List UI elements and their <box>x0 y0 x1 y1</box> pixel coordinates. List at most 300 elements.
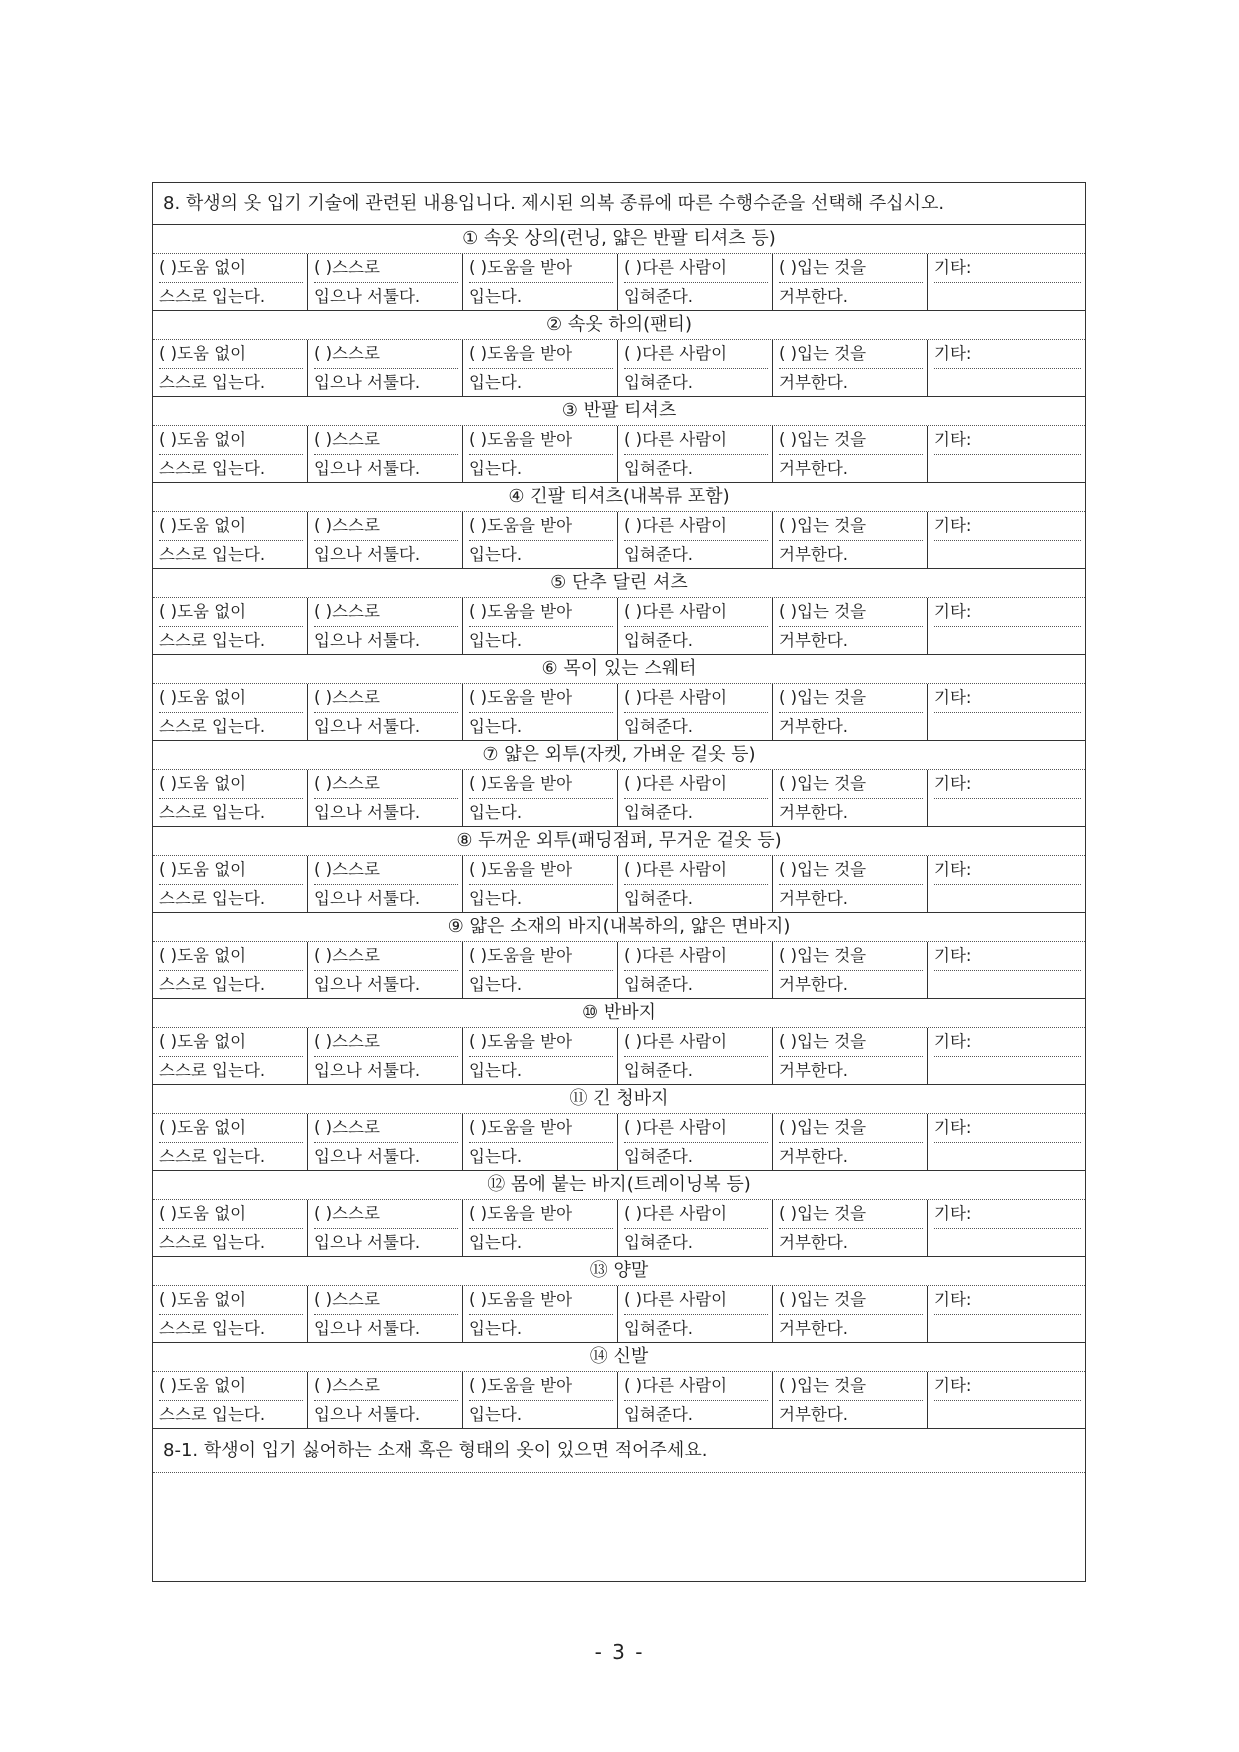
option-label-line1: 기타: <box>934 1114 1081 1143</box>
question-8: 8. 학생의 옷 입기 기술에 관련된 내용입니다. 제시된 의복 종류에 따른 수행수준을 선택해 주십시오. <box>153 183 1085 225</box>
option-cell[interactable] <box>308 1028 463 1084</box>
option-label-line1: ( )입는 것을 <box>779 1372 923 1401</box>
option-label-line1: ( )도움 없이 <box>159 1286 303 1315</box>
option-label-line1: ( )도움을 받아 <box>469 1286 613 1315</box>
option-label-line2: 거부한다. <box>779 975 849 994</box>
option-label-line2: 스스로 입는다. <box>159 1405 266 1424</box>
item-title: ④ 긴팔 티셔츠(내복류 포함) <box>153 483 1085 512</box>
option-label-line2: 스스로 입는다. <box>159 1147 266 1166</box>
clothing-item <box>153 999 1085 1085</box>
option-cell[interactable] <box>308 426 463 482</box>
option-cell[interactable] <box>618 340 773 396</box>
option-cell[interactable] <box>153 684 308 740</box>
item-title: ⑭ 신발 <box>153 1343 1085 1372</box>
option-cell[interactable] <box>153 512 308 568</box>
clothing-item <box>153 655 1085 741</box>
option-cell[interactable] <box>618 512 773 568</box>
option-label-line2: 입는다. <box>469 459 523 478</box>
option-cell[interactable] <box>153 1114 308 1170</box>
option-label-line1: ( )입는 것을 <box>779 340 923 369</box>
option-label-line1: ( )다른 사람이 <box>624 598 768 627</box>
option-cell[interactable] <box>773 1200 928 1256</box>
option-label-line1: ( )다른 사람이 <box>624 426 768 455</box>
option-label-line1: 기타: <box>934 254 1081 283</box>
option-cell[interactable] <box>618 1114 773 1170</box>
option-label-line2: 거부한다. <box>779 1319 849 1338</box>
option-label-line2: 입으나 서툴다. <box>314 631 421 650</box>
option-label-line2 <box>934 799 1081 826</box>
other-answer-cell[interactable] <box>928 340 1085 396</box>
option-label-line1: ( )도움 없이 <box>159 1114 303 1143</box>
option-label-line2 <box>934 369 1081 396</box>
option-row <box>153 1372 1085 1429</box>
other-answer-cell[interactable] <box>928 1028 1085 1084</box>
option-row <box>153 426 1085 483</box>
option-label-line2: 입으나 서툴다. <box>314 889 421 908</box>
option-cell[interactable] <box>773 1114 928 1170</box>
option-label-line2: 스스로 입는다. <box>159 1233 266 1252</box>
clothing-item <box>153 311 1085 397</box>
option-row <box>153 1200 1085 1257</box>
option-row <box>153 512 1085 569</box>
option-label-line2: 거부한다. <box>779 545 849 564</box>
option-label-line2: 입혀준다. <box>624 1319 694 1338</box>
option-cell[interactable] <box>153 340 308 396</box>
option-row <box>153 254 1085 311</box>
option-cell[interactable] <box>153 1028 308 1084</box>
option-cell[interactable] <box>618 598 773 654</box>
option-cell[interactable] <box>463 254 618 310</box>
option-label-line2: 입으나 서툴다. <box>314 459 421 478</box>
option-label-line1: ( )다른 사람이 <box>624 254 768 283</box>
clothing-item <box>153 569 1085 655</box>
option-label-line1: ( )도움 없이 <box>159 340 303 369</box>
other-answer-cell[interactable] <box>928 684 1085 740</box>
option-label-line2: 거부한다. <box>779 1061 849 1080</box>
clothing-item <box>153 1257 1085 1343</box>
option-cell[interactable] <box>153 942 308 998</box>
option-label-line1: ( )스스로 <box>314 1286 458 1315</box>
option-cell[interactable] <box>153 254 308 310</box>
clothing-item <box>153 827 1085 913</box>
clothing-item <box>153 483 1085 569</box>
option-label-line2: 거부한다. <box>779 631 849 650</box>
option-label-line1: ( )입는 것을 <box>779 426 923 455</box>
option-cell[interactable] <box>618 1286 773 1342</box>
option-cell[interactable] <box>618 856 773 912</box>
option-label-line2: 스스로 입는다. <box>159 545 266 564</box>
option-label-line1: ( )도움 없이 <box>159 426 303 455</box>
option-row <box>153 1286 1085 1343</box>
option-label-line1: ( )도움을 받아 <box>469 1028 613 1057</box>
option-label-line1: ( )도움을 받아 <box>469 1372 613 1401</box>
option-label-line1: ( )도움 없이 <box>159 684 303 713</box>
option-label-line1: 기타: <box>934 340 1081 369</box>
other-answer-cell[interactable] <box>928 426 1085 482</box>
option-label-line2: 입혀준다. <box>624 1405 694 1424</box>
option-label-line1: ( )스스로 <box>314 1200 458 1229</box>
option-label-line2: 입는다. <box>469 287 523 306</box>
option-label-line2: 입혀준다. <box>624 975 694 994</box>
option-cell[interactable] <box>308 770 463 826</box>
other-answer-cell[interactable] <box>928 1200 1085 1256</box>
option-label-line1: 기타: <box>934 598 1081 627</box>
option-label-line1: ( )스스로 <box>314 512 458 541</box>
option-label-line2: 입으나 서툴다. <box>314 717 421 736</box>
option-label-line2 <box>934 455 1081 482</box>
other-answer-cell[interactable] <box>928 254 1085 310</box>
option-label-line2: 입으나 서툴다. <box>314 287 421 306</box>
option-label-line1: 기타: <box>934 426 1081 455</box>
option-label-line1: ( )스스로 <box>314 942 458 971</box>
option-label-line1: ( )도움 없이 <box>159 254 303 283</box>
option-label-line1: ( )입는 것을 <box>779 942 923 971</box>
option-label-line2: 입혀준다. <box>624 631 694 650</box>
option-label-line2: 스스로 입는다. <box>159 717 266 736</box>
option-cell[interactable] <box>463 340 618 396</box>
option-label-line1: ( )스스로 <box>314 856 458 885</box>
option-label-line2: 입혀준다. <box>624 1147 694 1166</box>
item-title: ⑧ 두꺼운 외투(패딩점퍼, 무거운 겉옷 등) <box>153 827 1085 856</box>
option-label-line1: ( )입는 것을 <box>779 856 923 885</box>
item-title: ③ 반팔 티셔츠 <box>153 397 1085 426</box>
option-cell[interactable] <box>463 1200 618 1256</box>
option-cell[interactable] <box>153 856 308 912</box>
option-cell[interactable] <box>773 1286 928 1342</box>
option-label-line1: ( )도움을 받아 <box>469 254 613 283</box>
option-cell[interactable] <box>153 770 308 826</box>
option-label-line2: 입는다. <box>469 1233 523 1252</box>
option-cell[interactable] <box>618 1200 773 1256</box>
option-cell[interactable] <box>153 1286 308 1342</box>
option-cell[interactable] <box>308 598 463 654</box>
other-answer-cell[interactable] <box>928 1286 1085 1342</box>
option-cell[interactable] <box>773 340 928 396</box>
option-label-line1: ( )도움 없이 <box>159 1372 303 1401</box>
option-label-line2 <box>934 627 1081 654</box>
option-label-line2 <box>934 1401 1081 1428</box>
item-title: ① 속옷 상의(런닝, 얇은 반팔 티셔츠 등) <box>153 225 1085 254</box>
option-label-line2: 입으나 서툴다. <box>314 1405 421 1424</box>
option-label-line1: ( )도움을 받아 <box>469 1114 613 1143</box>
option-cell[interactable] <box>618 1028 773 1084</box>
option-cell[interactable] <box>153 426 308 482</box>
option-label-line1: ( )도움을 받아 <box>469 426 613 455</box>
option-cell[interactable] <box>773 1372 928 1428</box>
item-title: ⑥ 목이 있는 스웨터 <box>153 655 1085 684</box>
option-label-line2 <box>934 1229 1081 1256</box>
option-label-line2: 입혀준다. <box>624 545 694 564</box>
other-answer-cell[interactable] <box>928 942 1085 998</box>
option-label-line2: 스스로 입는다. <box>159 1319 266 1338</box>
option-cell[interactable] <box>618 254 773 310</box>
option-row <box>153 1114 1085 1171</box>
option-cell[interactable] <box>773 512 928 568</box>
option-label-line1: ( )도움을 받아 <box>469 340 613 369</box>
option-label-line2: 스스로 입는다. <box>159 631 266 650</box>
option-cell[interactable] <box>308 1286 463 1342</box>
option-row <box>153 340 1085 397</box>
option-label-line1: ( )입는 것을 <box>779 1028 923 1057</box>
option-cell[interactable] <box>308 1200 463 1256</box>
option-label-line2: 입으나 서툴다. <box>314 1233 421 1252</box>
option-cell[interactable] <box>153 1200 308 1256</box>
clothing-item <box>153 1343 1085 1429</box>
other-answer-cell[interactable] <box>928 598 1085 654</box>
option-cell[interactable] <box>773 684 928 740</box>
option-label-line2: 입는다. <box>469 889 523 908</box>
option-label-line1: ( )다른 사람이 <box>624 856 768 885</box>
option-label-line1: ( )다른 사람이 <box>624 1200 768 1229</box>
option-cell[interactable] <box>463 1114 618 1170</box>
option-cell[interactable] <box>773 1028 928 1084</box>
option-cell[interactable] <box>308 512 463 568</box>
item-title: ② 속옷 하의(팬티) <box>153 311 1085 340</box>
option-cell[interactable] <box>773 426 928 482</box>
option-label-line2 <box>934 885 1081 912</box>
option-label-line2: 거부한다. <box>779 717 849 736</box>
other-answer-cell[interactable] <box>928 1114 1085 1170</box>
option-row <box>153 942 1085 999</box>
option-label-line2: 입으나 서툴다. <box>314 1061 421 1080</box>
option-label-line1: ( )스스로 <box>314 254 458 283</box>
option-cell[interactable] <box>463 856 618 912</box>
option-label-line2: 입는다. <box>469 1319 523 1338</box>
option-label-line1: ( )도움 없이 <box>159 856 303 885</box>
option-label-line1: ( )도움 없이 <box>159 1200 303 1229</box>
option-cell[interactable] <box>773 598 928 654</box>
option-label-line2: 입혀준다. <box>624 459 694 478</box>
option-label-line1: ( )도움을 받아 <box>469 598 613 627</box>
option-label-line1: ( )입는 것을 <box>779 598 923 627</box>
option-label-line2: 거부한다. <box>779 373 849 392</box>
option-label-line2: 거부한다. <box>779 1147 849 1166</box>
clothing-item <box>153 1171 1085 1257</box>
option-label-line2 <box>934 713 1081 740</box>
item-title: ⑪ 긴 청바지 <box>153 1085 1085 1114</box>
option-label-line2: 입는다. <box>469 717 523 736</box>
option-label-line2: 입혀준다. <box>624 287 694 306</box>
option-label-line1: 기타: <box>934 942 1081 971</box>
option-label-line1: ( )다른 사람이 <box>624 1028 768 1057</box>
option-label-line2: 입혀준다. <box>624 803 694 822</box>
option-label-line2: 입으나 서툴다. <box>314 1319 421 1338</box>
option-label-line2 <box>934 283 1081 310</box>
clothing-item <box>153 741 1085 827</box>
page-number: - 3 - <box>594 1640 645 1664</box>
clothing-item <box>153 225 1085 311</box>
option-cell[interactable] <box>153 1372 308 1428</box>
option-cell[interactable] <box>308 1372 463 1428</box>
option-cell[interactable] <box>463 598 618 654</box>
option-cell[interactable] <box>463 942 618 998</box>
option-cell[interactable] <box>463 1028 618 1084</box>
option-label-line1: ( )다른 사람이 <box>624 942 768 971</box>
item-title: ⑩ 반바지 <box>153 999 1085 1028</box>
option-label-line1: 기타: <box>934 1028 1081 1057</box>
option-cell[interactable] <box>308 254 463 310</box>
option-cell[interactable] <box>618 684 773 740</box>
option-label-line2: 입으나 서툴다. <box>314 373 421 392</box>
option-cell[interactable] <box>463 1372 618 1428</box>
option-cell[interactable] <box>308 856 463 912</box>
option-label-line1: ( )도움을 받아 <box>469 942 613 971</box>
clothing-item <box>153 1085 1085 1171</box>
option-label-line1: ( )도움 없이 <box>159 770 303 799</box>
option-cell[interactable] <box>308 942 463 998</box>
item-title: ⑦ 얇은 외투(자켓, 가벼운 겉옷 등) <box>153 741 1085 770</box>
option-label-line1: 기타: <box>934 1372 1081 1401</box>
option-label-line1: ( )스스로 <box>314 598 458 627</box>
option-label-line2: 입으나 서툴다. <box>314 975 421 994</box>
item-title: ⑨ 얇은 소재의 바지(내복하의, 얇은 면바지) <box>153 913 1085 942</box>
answer-area-8-1[interactable] <box>153 1473 1085 1581</box>
option-label-line1: 기타: <box>934 770 1081 799</box>
option-row <box>153 684 1085 741</box>
option-label-line1: ( )입는 것을 <box>779 770 923 799</box>
other-answer-cell[interactable] <box>928 856 1085 912</box>
option-label-line1: ( )스스로 <box>314 770 458 799</box>
option-label-line2: 스스로 입는다. <box>159 373 266 392</box>
option-label-line2: 입는다. <box>469 1405 523 1424</box>
option-label-line1: ( )도움을 받아 <box>469 1200 613 1229</box>
option-cell[interactable] <box>773 856 928 912</box>
option-label-line1: ( )도움을 받아 <box>469 512 613 541</box>
option-label-line1: ( )도움을 받아 <box>469 856 613 885</box>
option-label-line1: ( )다른 사람이 <box>624 1286 768 1315</box>
option-label-line2: 입혀준다. <box>624 1233 694 1252</box>
option-label-line1: ( )스스로 <box>314 1028 458 1057</box>
option-label-line1: ( )도움을 받아 <box>469 684 613 713</box>
option-cell[interactable] <box>773 254 928 310</box>
option-cell[interactable] <box>618 426 773 482</box>
option-cell[interactable] <box>618 942 773 998</box>
option-label-line2: 스스로 입는다. <box>159 975 266 994</box>
option-row <box>153 856 1085 913</box>
option-label-line2: 스스로 입는다. <box>159 459 266 478</box>
option-label-line1: ( )도움 없이 <box>159 512 303 541</box>
option-label-line2: 입는다. <box>469 1147 523 1166</box>
option-label-line1: ( )스스로 <box>314 684 458 713</box>
item-title: ⑫ 몸에 붙는 바지(트레이닝복 등) <box>153 1171 1085 1200</box>
option-cell[interactable] <box>773 942 928 998</box>
option-cell[interactable] <box>773 770 928 826</box>
option-label-line2: 거부한다. <box>779 803 849 822</box>
option-label-line1: ( )스스로 <box>314 340 458 369</box>
option-label-line1: ( )입는 것을 <box>779 1286 923 1315</box>
option-row <box>153 1028 1085 1085</box>
option-label-line1: 기타: <box>934 512 1081 541</box>
option-label-line2 <box>934 1143 1081 1170</box>
option-label-line2 <box>934 1057 1081 1084</box>
option-label-line2: 입혀준다. <box>624 717 694 736</box>
other-answer-cell[interactable] <box>928 770 1085 826</box>
option-cell[interactable] <box>463 426 618 482</box>
option-label-line2: 스스로 입는다. <box>159 287 266 306</box>
option-label-line2: 거부한다. <box>779 889 849 908</box>
option-cell[interactable] <box>153 598 308 654</box>
option-label-line1: ( )다른 사람이 <box>624 1372 768 1401</box>
other-answer-cell[interactable] <box>928 512 1085 568</box>
clothing-item <box>153 397 1085 483</box>
option-label-line1: ( )다른 사람이 <box>624 770 768 799</box>
option-label-line1: ( )도움을 받아 <box>469 770 613 799</box>
option-label-line1: 기타: <box>934 684 1081 713</box>
survey-table <box>152 182 1086 1582</box>
option-row <box>153 598 1085 655</box>
option-label-line1: ( )입는 것을 <box>779 254 923 283</box>
option-label-line2: 스스로 입는다. <box>159 803 266 822</box>
option-cell[interactable] <box>308 1114 463 1170</box>
other-answer-cell[interactable] <box>928 1372 1085 1428</box>
option-label-line2: 입는다. <box>469 803 523 822</box>
option-label-line2: 거부한다. <box>779 1233 849 1252</box>
option-label-line2: 입으나 서툴다. <box>314 1147 421 1166</box>
option-label-line1: ( )다른 사람이 <box>624 340 768 369</box>
option-label-line2: 입는다. <box>469 545 523 564</box>
option-cell[interactable] <box>308 340 463 396</box>
option-label-line1: ( )입는 것을 <box>779 684 923 713</box>
option-label-line2: 입는다. <box>469 373 523 392</box>
option-label-line1: ( )도움 없이 <box>159 1028 303 1057</box>
option-cell[interactable] <box>463 770 618 826</box>
option-label-line2: 거부한다. <box>779 459 849 478</box>
option-cell[interactable] <box>308 684 463 740</box>
option-label-line2 <box>934 1315 1081 1342</box>
option-cell[interactable] <box>463 1286 618 1342</box>
option-label-line1: 기타: <box>934 856 1081 885</box>
item-title: ⑤ 단추 달린 셔츠 <box>153 569 1085 598</box>
option-label-line1: ( )스스로 <box>314 1114 458 1143</box>
option-label-line2 <box>934 971 1081 998</box>
option-label-line2 <box>934 541 1081 568</box>
clothing-item <box>153 913 1085 999</box>
option-cell[interactable] <box>463 684 618 740</box>
option-cell[interactable] <box>618 770 773 826</box>
option-cell[interactable] <box>618 1372 773 1428</box>
option-label-line1: ( )다른 사람이 <box>624 684 768 713</box>
option-label-line1: ( )다른 사람이 <box>624 512 768 541</box>
option-row <box>153 770 1085 827</box>
option-label-line2: 입혀준다. <box>624 889 694 908</box>
question-8-1: 8-1. 학생이 입기 싫어하는 소재 혹은 형태의 옷이 있으면 적어주세요. <box>153 1429 1085 1473</box>
option-label-line2: 입는다. <box>469 631 523 650</box>
option-label-line1: ( )입는 것을 <box>779 1114 923 1143</box>
option-label-line1: 기타: <box>934 1286 1081 1315</box>
option-label-line2: 거부한다. <box>779 1405 849 1424</box>
option-label-line2: 입으나 서툴다. <box>314 803 421 822</box>
option-label-line1: ( )스스로 <box>314 426 458 455</box>
option-label-line2: 입으나 서툴다. <box>314 545 421 564</box>
option-label-line1: ( )입는 것을 <box>779 1200 923 1229</box>
option-label-line2: 입혀준다. <box>624 1061 694 1080</box>
option-label-line1: ( )도움 없이 <box>159 942 303 971</box>
option-cell[interactable] <box>463 512 618 568</box>
option-label-line2: 입혀준다. <box>624 373 694 392</box>
option-label-line2: 스스로 입는다. <box>159 889 266 908</box>
option-label-line1: ( )다른 사람이 <box>624 1114 768 1143</box>
option-label-line1: ( )스스로 <box>314 1372 458 1401</box>
item-title: ⑬ 양말 <box>153 1257 1085 1286</box>
option-label-line2: 입는다. <box>469 1061 523 1080</box>
option-label-line1: 기타: <box>934 1200 1081 1229</box>
option-label-line2: 거부한다. <box>779 287 849 306</box>
option-label-line1: ( )입는 것을 <box>779 512 923 541</box>
option-label-line1: ( )도움 없이 <box>159 598 303 627</box>
option-label-line2: 스스로 입는다. <box>159 1061 266 1080</box>
option-label-line2: 입는다. <box>469 975 523 994</box>
clothing-items <box>153 225 1085 1429</box>
